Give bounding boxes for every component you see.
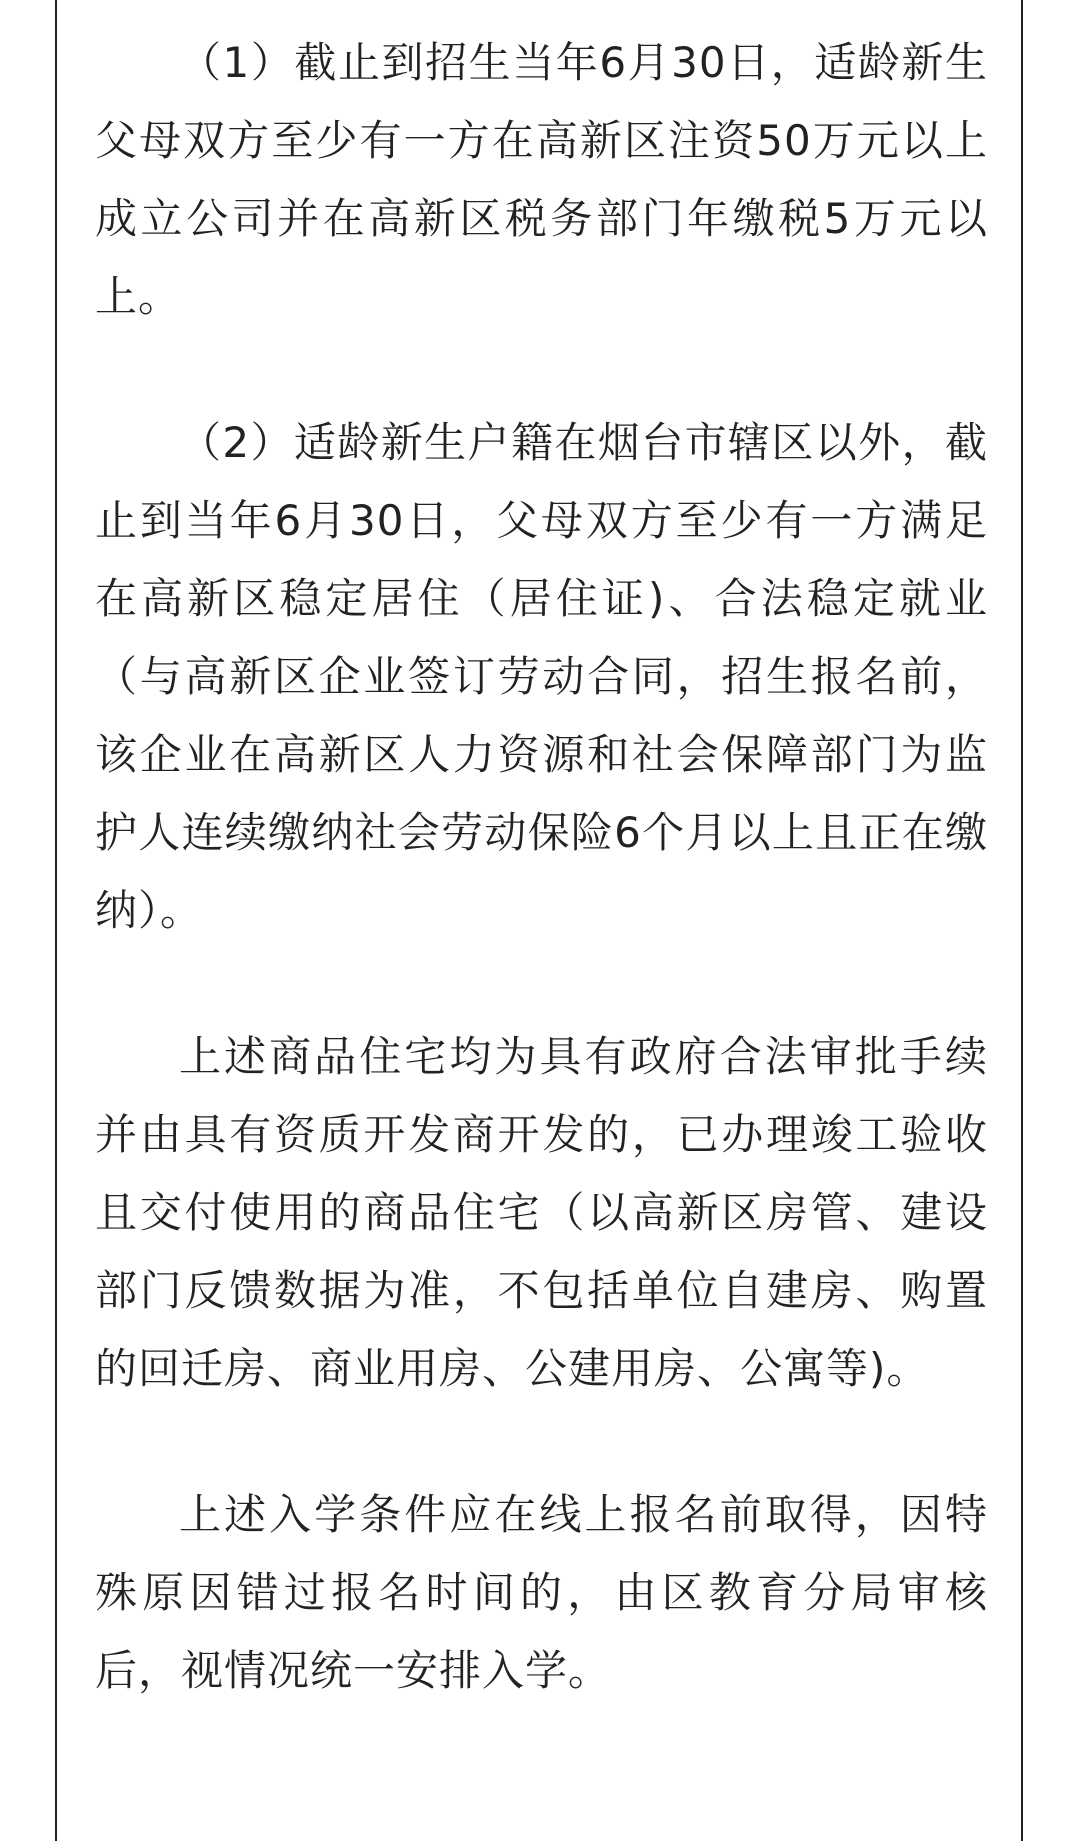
- document-body: [95, 24, 988, 1778]
- paragraph-enrollment-condition-2: （2）适龄新生户籍在烟台市辖区以外，截止到当年6月30日，父母双方至少有一方满足在高新区稳定居住（居住证)、合法稳定就业（与高新区企业签订劳动合同，招生报名前，该企业在高新区人力资源和社会保障部门为监护人连续缴纳社会劳动保险6个月以上且正在缴纳）。: [95, 418, 988, 935]
- paragraph-enrollment-condition-1: （1）截止到招生当年6月30日，适龄新生父母双方至少有一方在高新区注资50万元以上成立公司并在高新区税务部门年缴税5万元以上。: [95, 38, 988, 321]
- paragraph-registration-note: 上述入学条件应在线上报名前取得，因特殊原因错过报名时间的，由区教育分局审核后，视情况统一安排入学。: [95, 1490, 988, 1695]
- paragraph-housing-note: 上述商品住宅均为具有政府合法审批手续并由具有资质开发商开发的，已办理竣工验收且交付使用的商品住宅（以高新区房管、建设部门反馈数据为准，不包括单位自建房、购置的回迁房、商业用房、公建用房、公寓等)。: [95, 1032, 988, 1393]
